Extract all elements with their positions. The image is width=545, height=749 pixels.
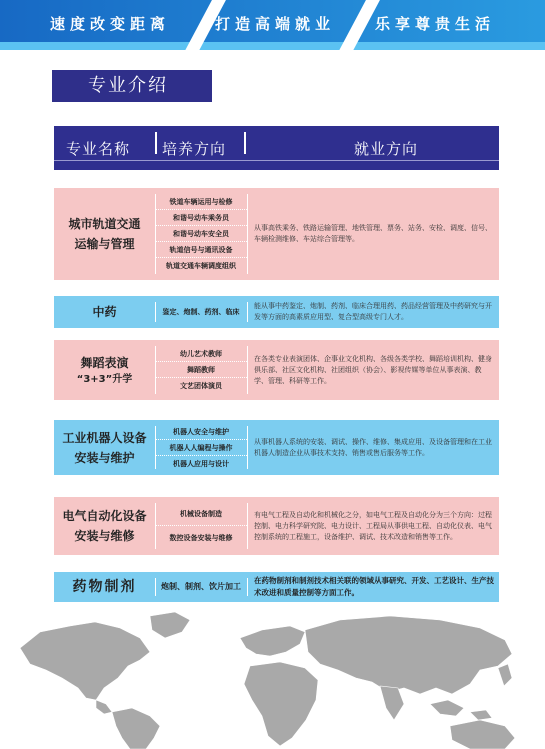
major-name-line: 安装与维护 (74, 450, 135, 465)
column-divider (247, 302, 248, 322)
section-title: 专业介绍 (52, 70, 212, 102)
header-divider (244, 132, 246, 154)
training-direction-item: 和谐号动车乘务员 (155, 210, 247, 226)
training-direction-item: 轨道交通车辆调度组织 (166, 262, 236, 270)
major-name-line: 电气自动化设备 (62, 509, 147, 523)
table-header (54, 126, 499, 170)
column-divider (247, 503, 248, 549)
major-name (54, 572, 155, 602)
training-directions (155, 572, 247, 602)
employment-direction: 有电气工程及自动化和机械化之分，如电气工程及自动化分为三个方向：过程控制、电力科学研究院、电力设计、工程局从事供电工程、自动化仪表、电气控制系统的工程施工，设备维护、调试、技术改造和销售等工作。 (254, 510, 492, 541)
table-row (54, 572, 499, 602)
major-name-line: 舞蹈表演 (80, 356, 129, 370)
major-name-line: 中药 (92, 305, 117, 319)
major-name-line: 运输与管理 (74, 237, 135, 251)
header-underline (54, 160, 499, 161)
major-name (54, 188, 155, 280)
banner-slogan-1: 速度改变距离 (50, 15, 171, 33)
major-name (54, 497, 155, 555)
major-subtitle: “3+3”升学 (76, 374, 133, 385)
header-divider (155, 132, 157, 154)
employment-direction: 从事高铁乘务、铁路运输管理、地铁管理、票务、站务、安检、调度、信号、车辆检测维修、车站综合管理等。 (254, 224, 492, 243)
employment-direction: 在各类专业表演团体、企事业文化机构、各级各类学校、舞蹈培训机构、健身俱乐部、社区文化机构、社团组织（协会）、影视传媒等单位从事表演、教学、管理、科研等工作。 (254, 354, 492, 385)
major-name-line: 安装与维修 (74, 529, 135, 543)
training-direction-item: 机器人安全与维护 (155, 424, 247, 440)
header-employment-direction: 就业方向 (354, 140, 419, 158)
header-banner (0, 0, 545, 50)
major-name (54, 296, 155, 328)
employment-direction: 在药物制剂和制剂技术相关联的领域从事研究、开发、工艺设计、生产技术改进和质量控制等方面工作。 (254, 576, 494, 597)
table-row (54, 296, 499, 328)
training-directions (155, 420, 247, 475)
training-direction-item: 文艺团体演员 (180, 382, 222, 390)
table-row (54, 497, 499, 555)
training-directions (155, 188, 247, 280)
training-directions (155, 497, 247, 555)
training-direction-item: 和谐号动车安全员 (155, 226, 247, 242)
employment-direction: 从事机器人系统的安装、调试、操作、维修、集成应用、及设备管理和在工业机器人制造企业从事技术支持、销售或售后服务等工作。 (254, 437, 492, 457)
training-direction-item: 舞蹈教师 (155, 362, 247, 378)
banner-slogan-3: 乐享尊贵生活 (375, 15, 496, 33)
training-direction-item: 鉴定、炮制、药剂、临床 (162, 308, 240, 316)
employment-direction: 能从事中药鉴定、炮制、药剂、临床合理用药、药品经营管理及中药研究与开发等方面的高素质应用型、复合型高级专门人才。 (254, 302, 492, 321)
table-row (54, 420, 499, 475)
major-name (54, 340, 155, 400)
training-direction-item: 机械设备制造 (155, 502, 247, 526)
training-direction-item: 幼儿艺术教师 (155, 346, 247, 362)
training-direction-item: 炮制、制剂、饮片加工 (161, 582, 241, 591)
column-divider (247, 346, 248, 394)
world-map-icon (0, 608, 545, 749)
major-name-line: 城市轨道交通 (68, 217, 141, 231)
header-major-name: 专业名称 (66, 140, 131, 158)
training-directions (155, 296, 247, 328)
training-direction-item: 数控设备安装与维修 (169, 534, 233, 542)
column-divider (247, 194, 248, 274)
training-direction-item: 铁道车辆运用与检修 (155, 194, 247, 210)
major-name-line: 药物制剂 (72, 579, 137, 595)
training-direction-item: 机器人应用与设计 (173, 459, 229, 468)
training-direction-item: 轨道信号与通讯设备 (155, 242, 247, 258)
major-name (54, 420, 155, 475)
banner-slogan-2: 打造高端就业 (215, 15, 336, 33)
banner-stripe (0, 42, 545, 50)
column-divider (247, 426, 248, 469)
header-training-direction: 培养方向 (162, 140, 227, 158)
major-name-line: 工业机器人设备 (62, 430, 147, 445)
column-divider (247, 578, 248, 596)
table-row (54, 188, 499, 280)
training-directions (155, 340, 247, 400)
table-row (54, 340, 499, 400)
training-direction-item: 机器人人编程与操作 (155, 440, 247, 456)
